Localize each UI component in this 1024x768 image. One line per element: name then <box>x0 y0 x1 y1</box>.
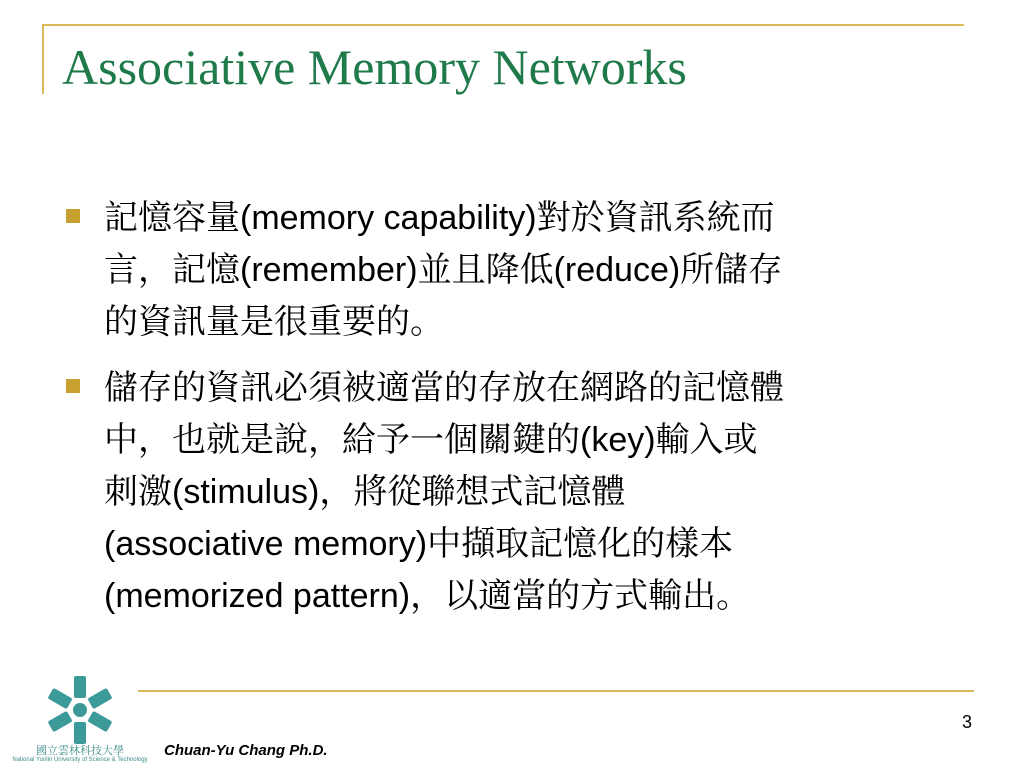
slide-title: Associative Memory Networks <box>62 39 687 95</box>
bullet-line: (associative memory)中擷取記憶化的樣本 <box>104 525 734 563</box>
logo-subcaption: National Yunlin University of Science & Technology <box>12 757 148 763</box>
bullet-text <box>104 192 960 348</box>
page-number: 3 <box>962 712 973 732</box>
bullet-square-icon <box>66 379 80 393</box>
bullet-line: 刺激(stimulus)，將從聯想式記憶體 <box>104 473 626 511</box>
top-frame-line <box>42 24 964 26</box>
bullet-line: 記憶容量(memory capability)對於資訊系統而 <box>104 199 775 237</box>
bullet-list <box>60 192 960 636</box>
bullet-text <box>104 362 960 622</box>
logo-caption: 國立雲林科技大學 <box>36 744 124 757</box>
bullet-item-1 <box>60 192 960 348</box>
bullet-line: 的資訊量是很重要的。 <box>104 303 444 341</box>
bullet-line: (memorized pattern)，以適當的方式輸出。 <box>104 577 751 615</box>
footer-author: Chuan-Yu Chang Ph.D. <box>164 742 328 759</box>
bullet-square-icon <box>66 209 80 223</box>
left-frame-line <box>42 24 44 94</box>
bullet-line: 儲存的資訊必須被適當的存放在網路的記憶體 <box>104 369 784 407</box>
bullet-line: 言，記憶(remember)並且降低(reduce)所儲存 <box>104 251 783 289</box>
bullet-item-2 <box>60 362 960 622</box>
bullet-line: 中，也就是說，給予一個關鍵的(key)輸入或 <box>104 421 758 459</box>
footer-line <box>138 690 974 692</box>
